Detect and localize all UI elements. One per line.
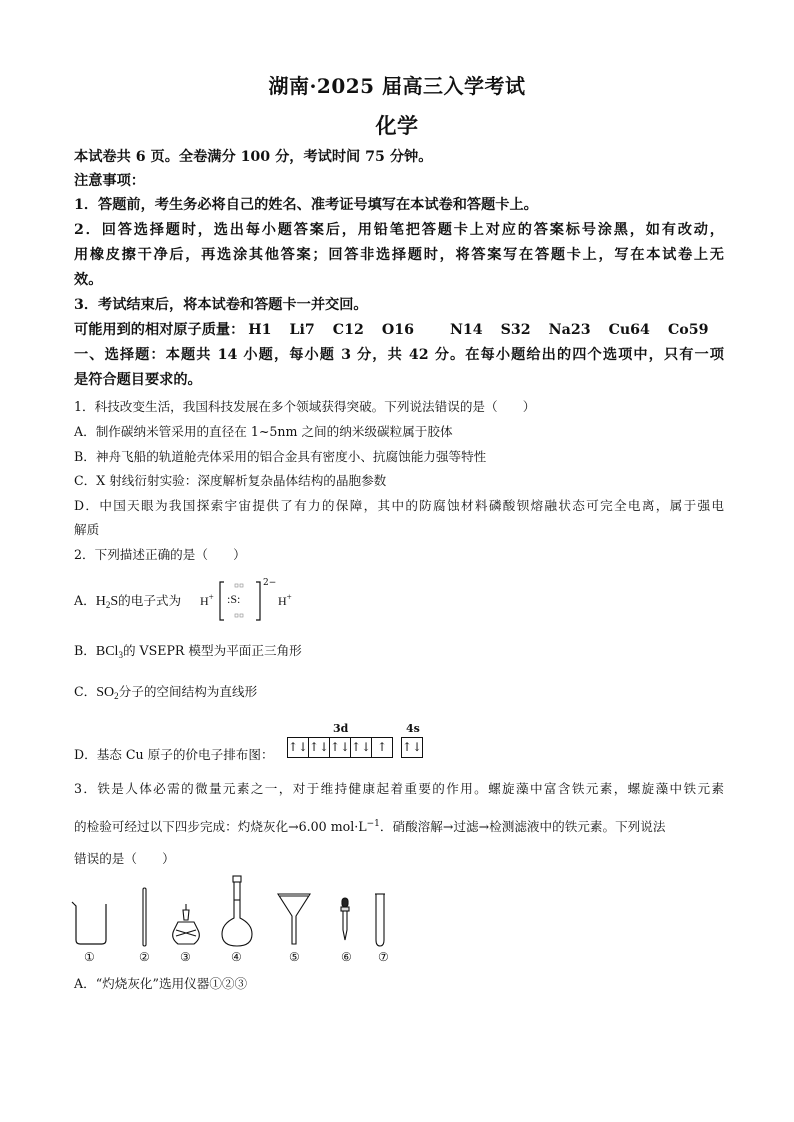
notice-item-2-line-1: 2．回答选择题时，选出每小题答案后，用铅笔把答题卡上对应的答案标号涂黑，如有改动， [74,222,724,238]
notice-item-1: 1．答题前，考生务必将自己的姓名、准考证号填写在本试卷和答题卡上。 [74,197,538,213]
q3-stem-line-2-part-1: 的检验可经过以下四步完成：灼烧灰化→6.00 mol·L [74,819,367,834]
q2-d-label-4s: 4s [406,722,420,735]
apparatus-label-4: ④ [231,950,242,964]
atomic-mass-line [74,321,724,339]
q2-d-4s-boxes [401,737,423,758]
q2-b-text: 的 VSEPR 模型为平面正三角形 [122,643,302,658]
q2-d-3d-box: ↑↓ [330,738,351,757]
atomic-mass-s: S32 [500,322,531,338]
q2-a-h-right-symbol: H [278,594,287,608]
q2-d-orbital-diagram [287,722,427,762]
q1-stem: 1．科技改变生活，我国科技发展在多个领域获得突破。下列说法错误的是（ ） [74,399,536,414]
q2-a-s-atom: :S: [227,592,241,606]
exam-info: 本试卷共 6 页。全卷满分 100 分，考试时间 75 分钟。 [74,149,433,165]
q3-stem-line-2-part-2: ．硝酸溶解→过滤→检测滤液中的铁元素。下列说法 [379,819,666,834]
test-tube-icon [375,894,385,946]
q2-option-b [74,642,724,664]
q2-a-h-left [200,592,214,609]
apparatus-label-1: ① [84,950,95,964]
notice-item-2-line-2: 用橡皮擦干净后，再选涂其他答案；回答非选择题时，将答案写在答题卡上，写在本试卷上无 [74,247,724,263]
q2-a-formula-h: H [95,594,106,609]
atomic-mass-c: C12 [332,322,364,338]
atomic-mass-n: N14 [449,322,483,338]
funnel-icon [278,894,310,944]
glass-rod-icon [143,888,146,946]
q2-d-3d-box: ↑↓ [288,738,309,757]
atomic-mass-label: 可能用到的相对原子质量： [74,322,245,338]
atomic-mass-li: Li7 [289,322,315,338]
q2-a-formula-sub: 2 [105,600,111,610]
q3-option-a: A．“灼烧灰化”选用仪器①②③ [74,976,248,991]
q3-stem-line-1: 3．铁是人体必需的微量元素之一，对于维持健康起着重要的作用。螺旋藻中富含铁元素，螺旋藻中铁元素 [74,781,724,796]
q2-a-formula [96,594,118,609]
atomic-mass-co: Co59 [667,322,709,338]
notice-heading: 注意事项： [74,173,145,189]
q1-option-c: C．X 射线衍射实验：深度解析复杂晶体结构的晶胞参数 [74,473,387,488]
q2-stem: 2．下列描述正确的是（ ） [74,547,246,562]
q2-c-formula-sub: 2 [114,691,119,701]
q1-option-a: A．制作碳纳米管采用的直径在 1~5nm 之间的纳米级碳粒属于胶体 [74,424,453,439]
apparatus-label-5: ⑤ [289,950,300,964]
atomic-mass-cu: Cu64 [608,322,650,338]
q2-a-text: 的电子式为 [118,593,182,608]
q2-a-prefix: A． [74,593,96,608]
notice-item-2-line-3: 效。 [74,272,103,288]
q2-d-4s-box: ↑↓ [402,740,423,754]
q2-option-a [74,592,724,614]
q3-stem-line-3: 错误的是（ ） [74,851,175,866]
q1-option-b: B．神舟飞船的轨道舱壳体采用的铝合金具有密度小、抗腐蚀能力强等特性 [74,449,487,464]
q2-d-3d-boxes [287,737,393,758]
atomic-mass-na: Na23 [548,322,591,338]
q2-d-label-3d: 3d [333,722,349,735]
q2-c-formula [96,685,118,700]
q3-stem-line-2 [74,815,724,836]
dropper-icon [341,898,349,940]
q2-b-formula [96,644,123,659]
q2-option-c [74,683,724,705]
section-heading-line-1: 一、选择题：本题共 14 小题，每小题 3 分，共 42 分。在每小题给出的四个选项中，只有一项 [74,347,724,363]
q2-a-formula-s: S [110,594,119,609]
q2-a-h-right [278,592,292,609]
q2-a-h-right-charge: + [286,592,292,602]
section-heading-line-2: 是符合题目要求的。 [74,372,202,388]
q2-option-d: D．基态 Cu 原子的价电子排布图： [74,747,274,762]
notice-item-3: 3．考试结束后，将本试卷和答题卡一并交回。 [74,297,368,313]
q2-c-text: 分子的空间结构为直线形 [118,684,258,699]
q3-apparatus-illustration [70,872,400,950]
q3-stem-line-2-sup: −1 [366,819,380,829]
q2-a-h-left-charge: + [208,592,214,602]
q2-c-formula-main: SO [96,685,115,700]
q2-a-charge: 2− [263,578,277,588]
q2-d-3d-box: ↑ [376,740,388,754]
subject-title: 化学 [375,113,419,138]
q1-option-d-line-2: 解质 [74,522,100,537]
apparatus-label-7: ⑦ [378,950,389,964]
exam-title: 湖南·2025 届高三入学考试 [268,74,526,98]
q2-b-formula-main: BCl [95,644,119,659]
alcohol-lamp-icon [173,904,200,944]
volumetric-flask-icon [222,876,252,946]
apparatus-label-3: ③ [180,950,191,964]
apparatus-label-2: ② [139,950,150,964]
atomic-mass-o: O16 [381,322,414,338]
q2-b-prefix: B． [74,643,96,658]
atomic-mass-h: H1 [248,322,272,338]
q2-d-3d-box: ↑↓ [351,738,372,757]
q1-option-d-line-1: D．中国天眼为我国探索宇宙提供了有力的保障，其中的防腐蚀材料磷酸钡熔融状态可完全电离，属于强电 [74,498,724,513]
beaker-icon [72,902,106,944]
q2-c-prefix: C． [74,684,97,699]
q2-b-formula-sub: 3 [118,650,123,660]
q2-a-h-left-symbol: H [200,594,209,608]
q2-d-3d-box: ↑↓ [309,738,330,757]
apparatus-label-6: ⑥ [341,950,352,964]
